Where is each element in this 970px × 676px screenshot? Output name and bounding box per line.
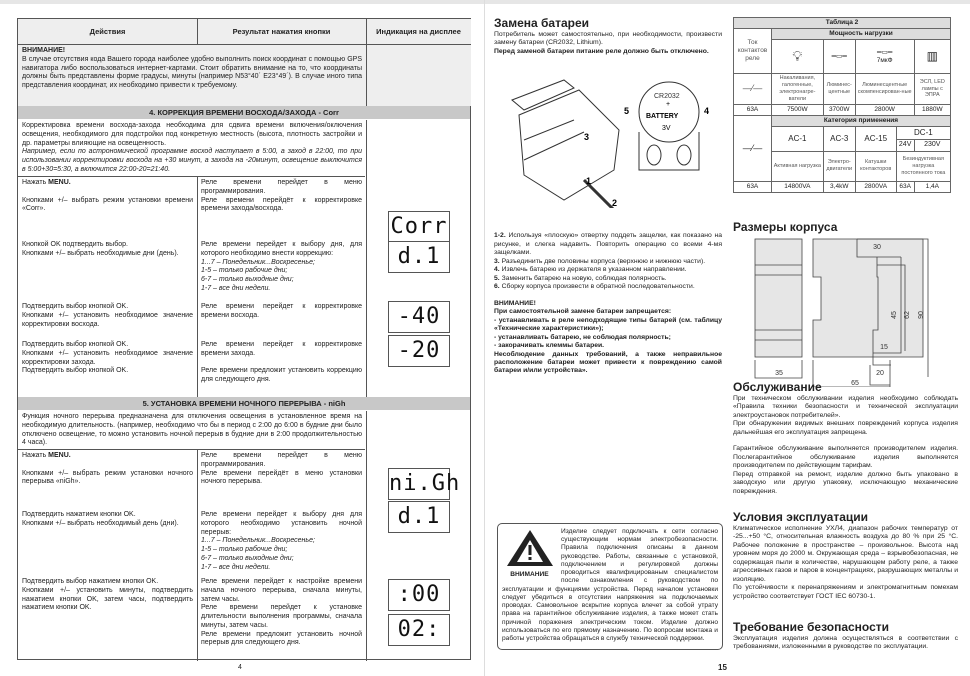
s5-row3-action: Подтвердить выбор нажатием кнопки OK. Кнопками +/– установить минуты, подтвердить нажатием кнопки OK, затем часы, подтвердить нажатием кнопки OK. bbox=[22, 578, 193, 612]
display-sunset-correction: -20 bbox=[388, 335, 450, 367]
dimensions-title: Размеры корпуса bbox=[733, 220, 838, 234]
table-2: Таблица 2 Ток контактов реле Мощность нагрузки 💡︎ ═▭═ ═▭═ 7мкФ ▥ —⁄— Накаливания, галогенные, электронагре-ватели Люминес-центные Люминесцентные скомпенсирован-ные ЭСЛ, LED лампы с ЭПРА 63A 7500W 3700W 2800W 1880W —⁄— Категория применения AC-1 AC-3 AC-15 DC-1 24V 230V Активная нагрузка Электро-двигатели Катушки контакторов Безиндуктивная нагрузка постоянного тока 63A 14800VA 3,4kW 2800VA 63A 1,4A bbox=[733, 17, 951, 193]
svg-text:2: 2 bbox=[612, 198, 618, 209]
svg-text:CR2032: CR2032 bbox=[654, 93, 680, 101]
display-nigh: ni.Gh bbox=[388, 468, 450, 500]
svg-text:35: 35 bbox=[775, 370, 783, 377]
display-day-2: d.1 bbox=[388, 501, 450, 533]
display-hours: 02: bbox=[388, 614, 450, 646]
section-4-intro bbox=[18, 120, 366, 176]
section-4-title: 4. КОРРЕКЦИЯ ВРЕМЕНИ ВОСХОДА/ЗАХОДА - Corr bbox=[18, 106, 470, 119]
page-number-right: 15 bbox=[718, 663, 727, 672]
cfl-lamp-icon: ▥ bbox=[914, 40, 950, 74]
svg-text:3: 3 bbox=[584, 132, 590, 143]
conditions-section: Условия эксплуатации Климатическое исполнение УХЛ4, диапазон рабочих температур от -25...+50 °С, относительная влажность воздуха до 80 % при 25 °С. Рабочее положение в пространстве – произвольное. Высота над уровнем моря до 2000 м. Окружающая среда – взрывобезопасная, не содержащая пыли в количестве, нарушающем работу реле, а также агрессивных газов и паров в концентрациях, разрушающих металлы и изоляцию. По устойчивости к перенапряжениям и электромагнитным помехам устройство соответствует ГОСТ IEC 60730-1. bbox=[733, 510, 958, 600]
battery-attention: ВНИМАНИЕ! При самостоятельной замене батареи запрещается: - устанавливать в реле неподходящие типы батарей (см. таблицу «Технические характеристики»); - устанавливать батарею, не соблюдая полярность; - закорачивать клеммы батареи. Несоблюдение данных требований, а также неправильное расположение батареи может привести к повреждению самой батареи и/или устройства». bbox=[494, 299, 722, 375]
display-corr: Corr bbox=[388, 211, 450, 243]
page-divider bbox=[484, 0, 485, 676]
svg-text:4: 4 bbox=[704, 106, 710, 117]
svg-text:62: 62 bbox=[904, 311, 911, 319]
battery-title: Замена батареи bbox=[494, 16, 590, 30]
svg-text:3V: 3V bbox=[662, 125, 671, 133]
warning-triangle-icon bbox=[505, 528, 555, 568]
safety-title: Требование безопасности bbox=[733, 620, 890, 634]
svg-text:+: + bbox=[666, 101, 671, 109]
svg-text:30: 30 bbox=[873, 244, 881, 251]
svg-text:90: 90 bbox=[918, 311, 925, 319]
attention-note bbox=[18, 45, 366, 106]
svg-text:5: 5 bbox=[624, 106, 630, 117]
conditions-title: Условия эксплуатации bbox=[733, 510, 868, 524]
service-title: Обслуживание bbox=[733, 380, 822, 394]
header-actions: Действия bbox=[18, 19, 197, 44]
s5-row2-action: Подтвердить нажатием кнопки OK. Кнопками +/– выбрать необходимый день (дни). bbox=[22, 511, 179, 527]
housing-dimensions-drawing bbox=[733, 235, 958, 387]
battery-section bbox=[494, 16, 722, 376]
display-sunrise-correction: -40 bbox=[388, 301, 450, 333]
s4-row1-action: Нажать MENU. Кнопками +/– выбрать режим установки времени «Corr». bbox=[22, 179, 193, 213]
safety-warning-box bbox=[497, 523, 723, 650]
compensated-fluorescent-icon: ═▭═ 7мкФ bbox=[855, 40, 914, 74]
battery-warning: Перед заменой батареи питание реле должно быть отключено. bbox=[494, 47, 709, 55]
battery-replacement-figure bbox=[494, 60, 722, 208]
relay-contact-icon: —⁄— bbox=[734, 115, 772, 181]
warning-sign: ВНИМАНИЕ bbox=[502, 528, 557, 579]
relay-contact-icon: —⁄— bbox=[734, 74, 772, 105]
s4-row4-action: Подтвердить выбор кнопкой OK. Кнопками +/– установить необходимое значение корректировки захода. Подтвердить выбор кнопкой OK. bbox=[22, 341, 193, 375]
intro-text: Корректировка времени восхода-захода необходима для сдвига времени включения/оключения освещения, необходимого для подстройки под конкретную местность (высота, плотность застройки и др. параметры влияющие на освещенность. bbox=[22, 122, 362, 147]
s5-row1-result: Реле времени перейдет в меню программирования. Реле времени перейдёт в меню установки ночного перерыва. bbox=[201, 452, 362, 486]
header-display: Индикация на дисплее bbox=[366, 19, 471, 44]
svg-text:20: 20 bbox=[876, 370, 884, 377]
battery-intro: Потребитель может самостоятельно, при необходимости, произвести замену батареи (CR2032, Lithium). bbox=[494, 31, 722, 47]
dimensions-section bbox=[733, 220, 958, 391]
s4-row2-result: Реле времени перейдет к выбору дня, для которого необходимо внести коррекцию: 1...7 – Понедельник...Воскресенье; 1-5 – только рабочие дни; 6-7 – только выходные дни; 1-7 – все дни недели. bbox=[201, 241, 362, 292]
display-day: d.1 bbox=[388, 241, 450, 273]
s4-row1-result: Реле времени перейдет в меню программирования. Реле времени перейдёт к корректировке времени захода/восхода. bbox=[201, 179, 362, 213]
svg-text:BATTERY: BATTERY bbox=[646, 113, 679, 121]
svg-text:65: 65 bbox=[851, 380, 859, 387]
header-result: Результат нажатия кнопки bbox=[197, 19, 366, 44]
s5-row2-result: Реле времени перейдет к выбору дня для которого необходимо установить ночной перерыв: 1...7 – Понедельник...Воскресенье; 1-5 – только рабочие дни; 6-7 – только выходные дни; 1-7 – все дни недели. bbox=[201, 511, 362, 571]
attention-title: ВНИМАНИЕ! bbox=[22, 47, 66, 54]
s5-row1-action: Нажать MENU. Кнопками +/– выбрать режим установки ночного перерыва «niGh». bbox=[22, 452, 193, 486]
s4-row3-action: Подтвердить выбор кнопкой OK. Кнопками +/– установить необходимое значение корректировки восхода. bbox=[22, 303, 193, 328]
s4-row3-result: Реле времени перейдет к корректировке времени восхода. bbox=[201, 303, 362, 319]
viewer-top-bar bbox=[0, 0, 970, 4]
section-5-intro: Функция ночного перерыва предназначена для отключения освещения в установленное время на необходимую длительность. (например, необходимо что бы в период с 2:00 до 6:00 в будние дни было отключено освещение, то можно установить ночной перерыв в будние дни в 2:00 продолжительностью 4 часа). bbox=[22, 413, 362, 447]
example-text: Например, если по астрономической программе восход наступает в 5:00, а заход в 22:00, то при использовании корректировки восхода на +30 минут, а захода на -20минут, освещение выключится в 5:00+30=5:30, а включится 22:00-20=21:40. bbox=[22, 148, 362, 173]
incandescent-lamp-icon: 💡︎ bbox=[772, 40, 824, 74]
warning-text: Изделие следует подключать к сети согласно существующим нормам электробезопасности. Правила подключения описаны в данном руководстве. Работы, связанные с установкой, подключением и регулировкой должны проводиться квалифицированым специалистом после ознакомления с руководством по эксплуатации и функциями устройства. Перед началом установки следует убедиться в отсутствии напряжения на подключаемых проводах. Самовольное вскрытие корпуса влечет за собой утрату права на гарантийное обслуживание изделия, а также может стать причиной поражения электрическим током. Изделие должно использоваться по его прямому назначению. По вопросам монтажа и работы устройства обращаться в службу технической поддержки. bbox=[502, 528, 718, 643]
s4-row4-result: Реле времени перейдет к корректировке времени захода. Реле времени предложит установить коррекцию для следующего дня. bbox=[201, 341, 362, 383]
section-5-title: 5. УСТАНОВКА ВРЕМЕНИ НОЧНОГО ПЕРЕРЫВА - niGh bbox=[18, 397, 470, 410]
svg-text:1: 1 bbox=[586, 176, 592, 187]
display-minutes: :00 bbox=[388, 579, 450, 611]
fluorescent-tube-icon: ═▭═ bbox=[823, 40, 855, 74]
service-section: Обслуживание При техническом обслуживании изделия необходимо соблюдать «Правила техники безопасности и технической эксплуатации электроустановок потребителей». При обнаружении видимых внешних повреждений корпуса изделия дальнейшая его эксплуатация запрещена. Гарантийное обслуживание выполняется производителем изделия. Послегарантийное обслуживание изделия выполняется производителем по действующим тарифам. Перед отправкой на ремонт, изделие должно быть упаковано в заводскую или другую упаковку, исключающую механические повреждения. bbox=[733, 380, 958, 495]
safety-section: Требование безопасности Эксплуатация изделия должна осуществляться в соответствии с требованиями, изложенными в руководстве по эксплуатации. bbox=[733, 620, 958, 651]
svg-text:15: 15 bbox=[880, 344, 888, 351]
svg-text:45: 45 bbox=[891, 311, 898, 319]
attention-text: В случае отсутствия кода Вашего города наиболее удобно выполнить поиск координат с помощью GPS навигатора либо воспользоваться интернет-картами. Стоит обратить внимание на то, что координаты должны быть представлены форме градусы, минуты (например N53°40´ E23°49´). В случае иного типа представления координат, их необходимо привести к требуемому. bbox=[22, 55, 362, 89]
programming-table bbox=[17, 18, 471, 660]
battery-steps: 1-2. Используя «плоскую» отвертку поддеть защелки, как показано на рисунке, и слегка надавить. Повторить операцию со всеми 4-мя защелками. 3. Разъединить две половины корпуса (верхнюю и нижнюю части). 4. Извлечь батарею из держателя в указанном направлении. 5. Заменить батарею на новую, соблюдая полярность. 6. Сборку корпуса произвести в обратной последовательности. bbox=[494, 232, 722, 291]
s5-row3-result: Реле времени перейдет к настройке времени начала ночного перерыва, сначала минуты, затем часы. Реле времени перейдет к установке длительности выполнения программы, сначала минуты, затем часы. Реле времени предложит установить ночной перерыв для следующего дня. bbox=[201, 578, 362, 647]
s4-row2-action: Кнопкой OK подтвердить выбор. Кнопками +/– выбрать необходимые дни (день). bbox=[22, 241, 179, 257]
page-number-left: 4 bbox=[238, 664, 242, 671]
